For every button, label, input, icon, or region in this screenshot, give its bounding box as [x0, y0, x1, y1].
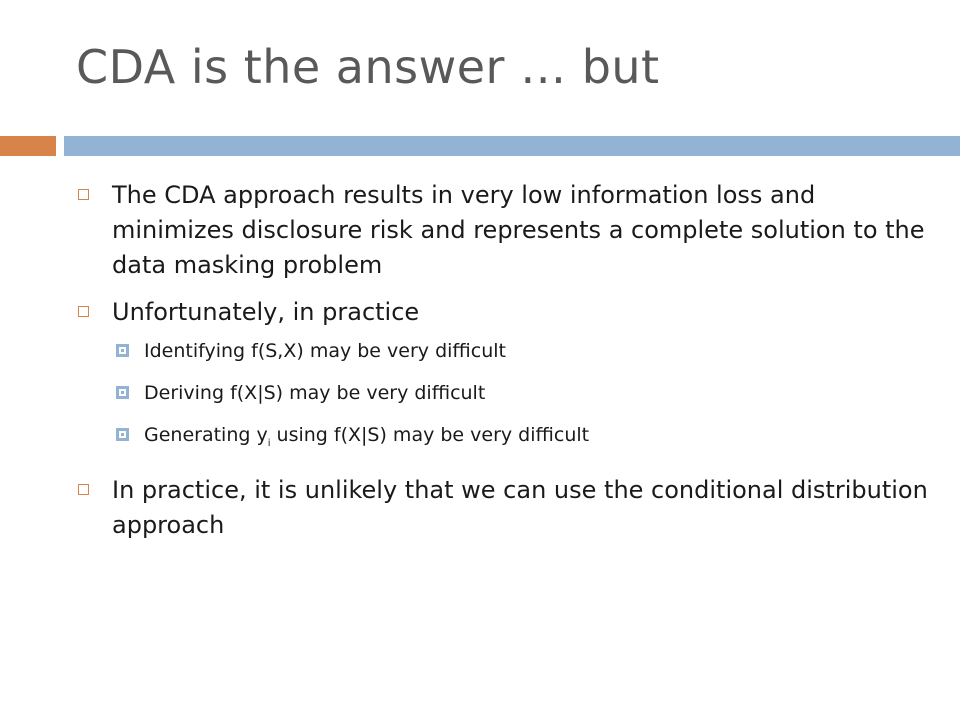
bullet-item-1	[76, 178, 936, 283]
sub-bullet-text: Deriving f(X|S) may be very difficult	[144, 382, 486, 404]
slide-title: CDA is the answer … but	[76, 40, 660, 94]
sub-bullet-list	[76, 338, 936, 457]
sub-bullet-text-post: using f(X|S) may be very difficult	[270, 424, 590, 446]
bullet-text: Unfortunately, in practice	[112, 298, 420, 326]
bullet-text: The CDA approach results in very low information loss and minimizes disclosure risk and represents a complete solution to the data masking problem	[112, 181, 925, 279]
filled-square-bullet-icon	[116, 386, 129, 399]
filled-square-bullet-icon	[116, 428, 129, 441]
filled-square-bullet-icon	[116, 344, 129, 357]
bullet-list	[76, 178, 936, 555]
sub-bullet-item-1	[76, 338, 936, 364]
square-bullet-icon	[78, 306, 89, 317]
subscript-index: i	[267, 437, 271, 449]
sub-bullet-text: Identifying f(S,X) may be very difficult	[144, 340, 506, 362]
title-rule-accent-orange	[0, 136, 56, 156]
sub-bullet-item-3	[76, 422, 936, 457]
sub-bullet-item-2	[76, 380, 936, 406]
title-rule-accent-blue	[64, 136, 960, 156]
sub-bullet-text-pre: Generating y	[144, 424, 268, 446]
bullet-item-2	[76, 295, 936, 330]
square-bullet-icon	[78, 484, 89, 495]
bullet-text: In practice, it is unlikely that we can use the conditional distribution approach	[112, 475, 928, 539]
square-bullet-icon	[78, 189, 89, 200]
bullet-item-3	[76, 473, 936, 543]
